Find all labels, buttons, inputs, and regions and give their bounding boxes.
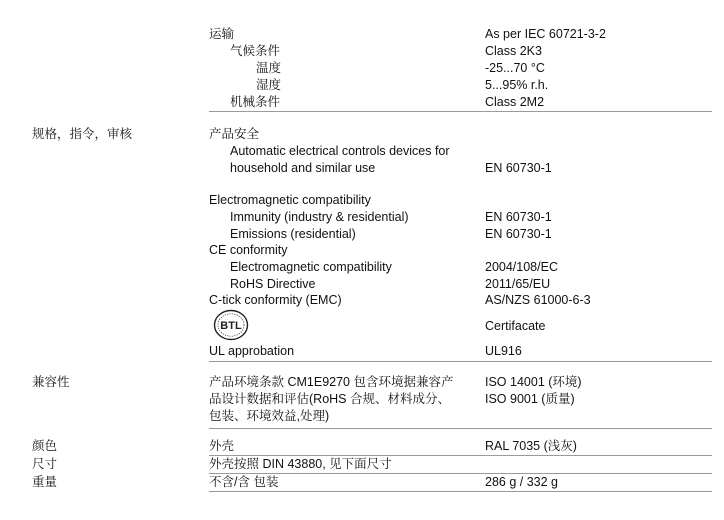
weight-category: 重量 (32, 475, 58, 489)
compat-line1: 产品环境条款 CM1E9270 包含环境据兼容产 (209, 375, 454, 389)
compat-category: 兼容性 (32, 375, 70, 389)
divider (209, 361, 712, 362)
btl-logo-icon (213, 309, 249, 341)
color-category: 颜色 (32, 439, 58, 453)
transport-title: 运输 (209, 27, 235, 41)
btl-logo-text: BTL (220, 320, 242, 332)
housing-label: 外壳 (209, 439, 235, 453)
mechanical-label: 机械条件 (230, 95, 281, 109)
ctick-value: AS/NZS 61000-6-3 (485, 293, 591, 307)
divider (209, 491, 712, 492)
color-value: RAL 7035 (浅灰) (485, 439, 577, 453)
divider (209, 111, 712, 112)
humidity-label: 湿度 (256, 78, 282, 92)
weight-value: 286 g / 332 g (485, 475, 558, 489)
packaging-label: 不含/含 包装 (209, 475, 279, 489)
ce-emc-label: Electromagnetic compatibility (230, 260, 392, 274)
iso-9001-value: ISO 9001 (质量) (485, 392, 575, 406)
ce-emc-value: 2004/108/EC (485, 260, 558, 274)
divider (209, 428, 712, 429)
rohs-value: 2011/65/EU (485, 277, 551, 291)
immunity-label: Immunity (industry & residential) (230, 210, 409, 224)
ul-label: UL approbation (209, 344, 295, 358)
humidity-value: 5...95% r.h. (485, 78, 549, 92)
auto-controls-value: EN 60730-1 (485, 161, 552, 175)
size-label: 外壳按照 DIN 43880, 见下面尺寸 (209, 457, 392, 471)
emissions-value: EN 60730-1 (485, 227, 552, 241)
auto-controls-line2: household and similar use (230, 161, 376, 175)
transport-standard-value: As per IEC 60721-3-2 (485, 27, 606, 41)
certificate-value: Certifacate (485, 319, 546, 333)
divider (209, 473, 712, 474)
standards-category: 规格，指令，审核 (32, 127, 133, 141)
mechanical-value: Class 2M2 (485, 95, 545, 109)
size-category: 尺寸 (32, 457, 58, 471)
ul-value: UL916 (485, 344, 522, 358)
ctick-label: C-tick conformity (EMC) (209, 293, 342, 307)
ce-label: CE conformity (209, 243, 288, 257)
auto-controls-line1: Automatic electrical controls devices for (230, 144, 450, 158)
temperature-label: 温度 (256, 61, 282, 75)
immunity-value: EN 60730-1 (485, 210, 552, 224)
climate-label: 气候条件 (230, 44, 281, 58)
compat-line2: 品设计数据和评估(RoHS 合规、材料成分、 (209, 392, 450, 406)
compat-line3: 包装、环境效益,处理) (209, 409, 330, 423)
emc-label: Electromagnetic compatibility (209, 193, 371, 207)
emissions-label: Emissions (residential) (230, 227, 356, 241)
rohs-label: RoHS Directive (230, 277, 316, 291)
product-safety-label: 产品安全 (209, 127, 260, 141)
iso-14001-value: ISO 14001 (环境) (485, 375, 582, 389)
temperature-value: -25...70 °C (485, 61, 545, 75)
climate-value: Class 2K3 (485, 44, 542, 58)
